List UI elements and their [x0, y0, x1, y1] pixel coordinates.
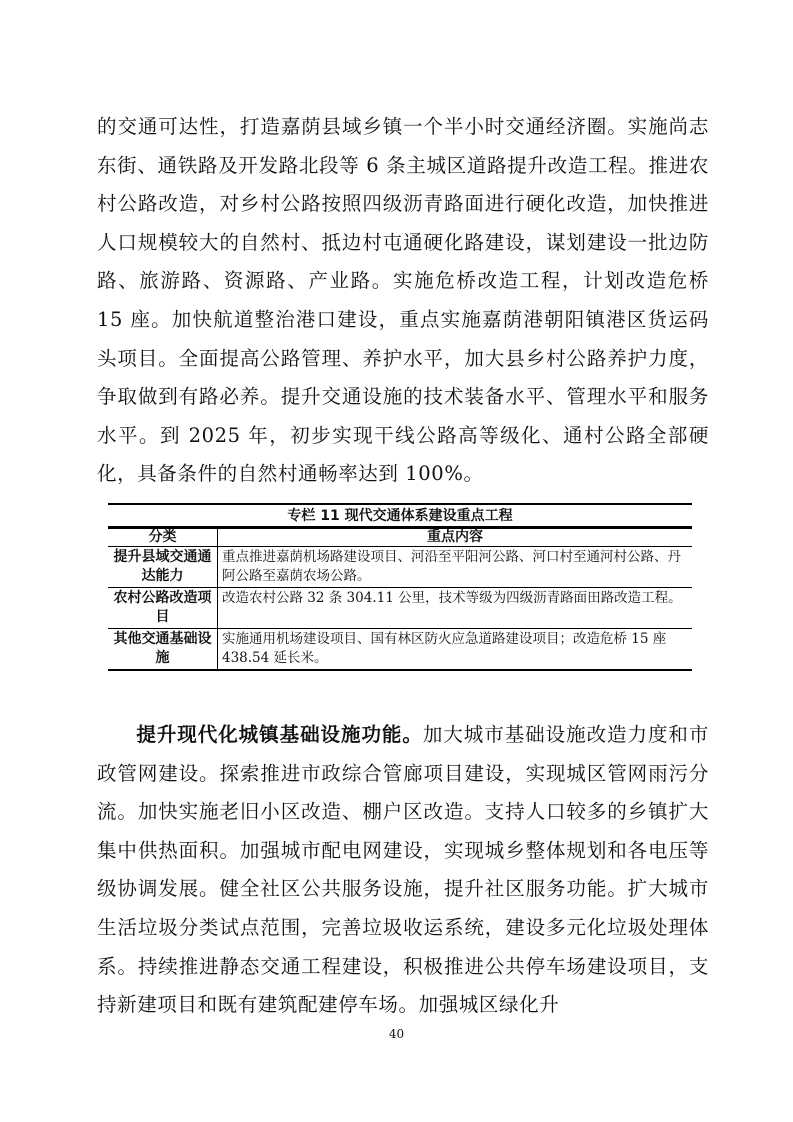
- table-row: [108, 588, 692, 629]
- project-table-box: [108, 503, 692, 671]
- row-category: 提升县域交通通达能力: [108, 547, 218, 588]
- row-category: 农村公路改造项目: [108, 588, 218, 629]
- table-caption: 专栏 11 现代交通体系建设重点工程: [108, 503, 692, 527]
- row-content: 改造农村公路 32 条 304.11 公里，技术等级为四级沥青路面田路改造工程。: [218, 588, 693, 629]
- table-header-row: [108, 528, 692, 547]
- header-category: 分类: [108, 528, 218, 547]
- table-row: [108, 629, 692, 671]
- table-row: [108, 547, 692, 588]
- key-projects-table: [108, 503, 692, 671]
- body-paragraph-transport: [97, 108, 709, 494]
- row-content: 实施通用机场建设项目、国有林区防火应急道路建设项目；改造危桥 15 座 438.54 延长米。: [218, 629, 693, 671]
- paragraph-text: 的交通可达性，打造嘉荫县域乡镇一个半小时交通经济圈。实施尚志东街、通铁路及开发路北段等 6 条主城区道路提升改造工程。推进农村公路改造，对乡村公路按照四级沥青路面进行硬化改造，加快推进人口规模较大的自然村、抵边村屯通硬化路建设，谋划建设一批边防路、旅游路、资源路、产业路。实施危桥改造工程，计划改造危桥 15 座。加快航道整治港口建设，重点实施嘉荫港朝阳镇港区货运码头项目。全面提高公路管理、养护水平，加大县乡村公路养护力度，争取做到有路必养。提升交通设施的技术装备水平、管理水平和服务水平。到 2025 年，初步实现干线公路高等级化、通村公路全部硬化，具备条件的自然村通畅率达到 100%。: [97, 115, 709, 486]
- row-category: 其他交通基础设施: [108, 629, 218, 671]
- body-paragraph-infrastructure: [97, 716, 709, 1025]
- page-number: 40: [388, 1027, 405, 1041]
- row-content: 重点推进嘉荫机场路建设项目、河沿至平阳河公路、河口村至通河村公路、丹阿公路至嘉荫农场公路。: [218, 547, 693, 588]
- paragraph-text: 加大城市基础设施改造力度和市政管网建设。探索推进市政综合管廊项目建设，实现城区管网雨污分流。加快实施老旧小区改造、棚户区改造。支持人口较多的乡镇扩大集中供热面积。加强城市配电网建设，实现城乡整体规划和各电压等级协调发展。健全社区公共服务设施，提升社区服务功能。扩大城市生活垃圾分类试点范围，完善垃圾收运系统，建设多元化垃圾处理体系。持续推进静态交通工程建设，积极推进公共停车场建设项目，支持新建项目和既有建筑配建停车场。加强城区绿化升: [97, 723, 709, 1017]
- header-content: 重点内容: [218, 528, 693, 547]
- paragraph-lead-heading: 提升现代化城镇基础设施功能。: [136, 723, 423, 746]
